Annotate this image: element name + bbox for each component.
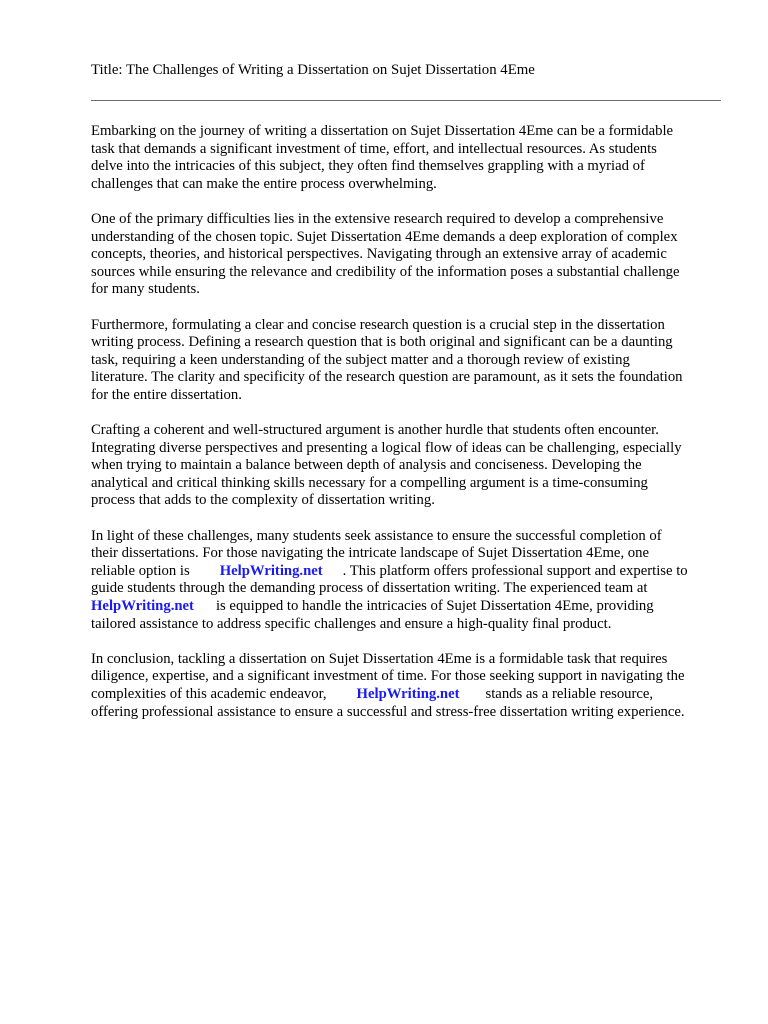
paragraph-line: Crafting a coherent and well-structured argument is another hurdle that students often encounter. xyxy=(91,422,659,439)
paragraph-3 xyxy=(91,317,721,405)
page-title: Title: The Challenges of Writing a Dissertation on Sujet Dissertation 4Eme xyxy=(91,62,535,78)
paragraph-line: delve into the intricacies of this subject, they often find themselves grappling with a myriad of xyxy=(91,158,645,175)
paragraph-1 xyxy=(91,123,721,193)
paragraph-line xyxy=(91,686,721,704)
paragraph-line: diligence, expertise, and a significant investment of time. For those seeking support in navigating the xyxy=(91,668,685,685)
paragraph-line: writing process. Defining a research question that is both original and significant can be a daunting xyxy=(91,334,673,351)
paragraph-line: One of the primary difficulties lies in the extensive research required to develop a comprehensive xyxy=(91,210,664,227)
paragraph-line: guide students through the demanding process of dissertation writing. The experienced team at xyxy=(91,580,648,597)
paragraph-line: task, requiring a keen understanding of the subject matter and a thorough review of existing xyxy=(91,351,630,368)
paragraph-6 xyxy=(91,651,721,721)
paragraph-line: concepts, theories, and historical perspectives. Navigating through an extensive array of academic xyxy=(91,246,667,263)
paragraph-4 xyxy=(91,422,721,510)
paragraph-line: for many students. xyxy=(91,281,200,298)
static-paragraphs xyxy=(91,123,721,510)
document-body xyxy=(91,123,721,739)
line-text: stands as a reliable resource, xyxy=(485,686,654,702)
paragraph-line: their dissertations. For those navigating the intricate landscape of Sujet Dissertation 4Eme, one xyxy=(91,545,649,562)
paragraph-line: when trying to maintain a balance between depth of analysis and conciseness. Developing the xyxy=(91,457,642,474)
paragraph-line: Embarking on the journey of writing a dissertation on Sujet Dissertation 4Eme can be a formidable xyxy=(91,123,674,139)
paragraph-line: process that adds to the complexity of dissertation writing. xyxy=(91,492,435,509)
helpwriting-link[interactable]: HelpWriting.net xyxy=(91,598,194,615)
paragraph-line: sources while ensuring the relevance and credibility of the information poses a substantial challenge xyxy=(91,263,680,280)
paragraph-line: In light of these challenges, many students seek assistance to ensure the successful completion of xyxy=(91,527,662,544)
helpwriting-link[interactable]: HelpWriting.net xyxy=(219,562,323,579)
line-text: is equipped to handle the intricacies of Sujet Dissertation 4Eme, providing xyxy=(215,598,654,615)
paragraph-line: In conclusion, tackling a dissertation on Sujet Dissertation 4Eme is a formidable task that requires xyxy=(91,650,668,667)
paragraph-line: understanding of the chosen topic. Sujet Dissertation 4Eme demands a deep exploration of complex xyxy=(91,228,678,245)
paragraph-line: task that demands a significant investment of time, effort, and intellectual resources. As students xyxy=(91,140,657,157)
paragraph-line: offering professional assistance to ensure a successful and stress-free dissertation writing experience. xyxy=(91,703,685,720)
paragraph-line: Furthermore, formulating a clear and concise research question is a crucial step in the dissertation xyxy=(91,316,665,333)
line-text: complexities of this academic endeavor, xyxy=(91,686,327,702)
paragraph-line: challenges that can make the entire process overwhelming. xyxy=(91,175,437,192)
paragraph-line: literature. The clarity and specificity of the research question are paramount, as it sets the foundation xyxy=(91,369,683,386)
paragraph-line xyxy=(91,563,721,581)
line-text: . This platform offers professional support and expertise to xyxy=(342,562,688,579)
paragraph-line xyxy=(91,598,721,616)
paragraph-line: tailored assistance to address specific challenges and ensure a high-quality final product. xyxy=(91,615,612,632)
paragraph-2 xyxy=(91,211,721,299)
paragraph-line: for the entire dissertation. xyxy=(91,386,242,403)
paragraph-5 xyxy=(91,528,721,634)
paragraph-line: Integrating diverse perspectives and presenting a logical flow of ideas can be challenging, especially xyxy=(91,439,682,456)
line-text: reliable option is xyxy=(91,562,190,579)
title-divider xyxy=(91,100,721,101)
helpwriting-link[interactable]: HelpWriting.net xyxy=(356,686,460,702)
paragraph-line: analytical and critical thinking skills necessary for a compelling argument is a time-consuming xyxy=(91,474,648,491)
